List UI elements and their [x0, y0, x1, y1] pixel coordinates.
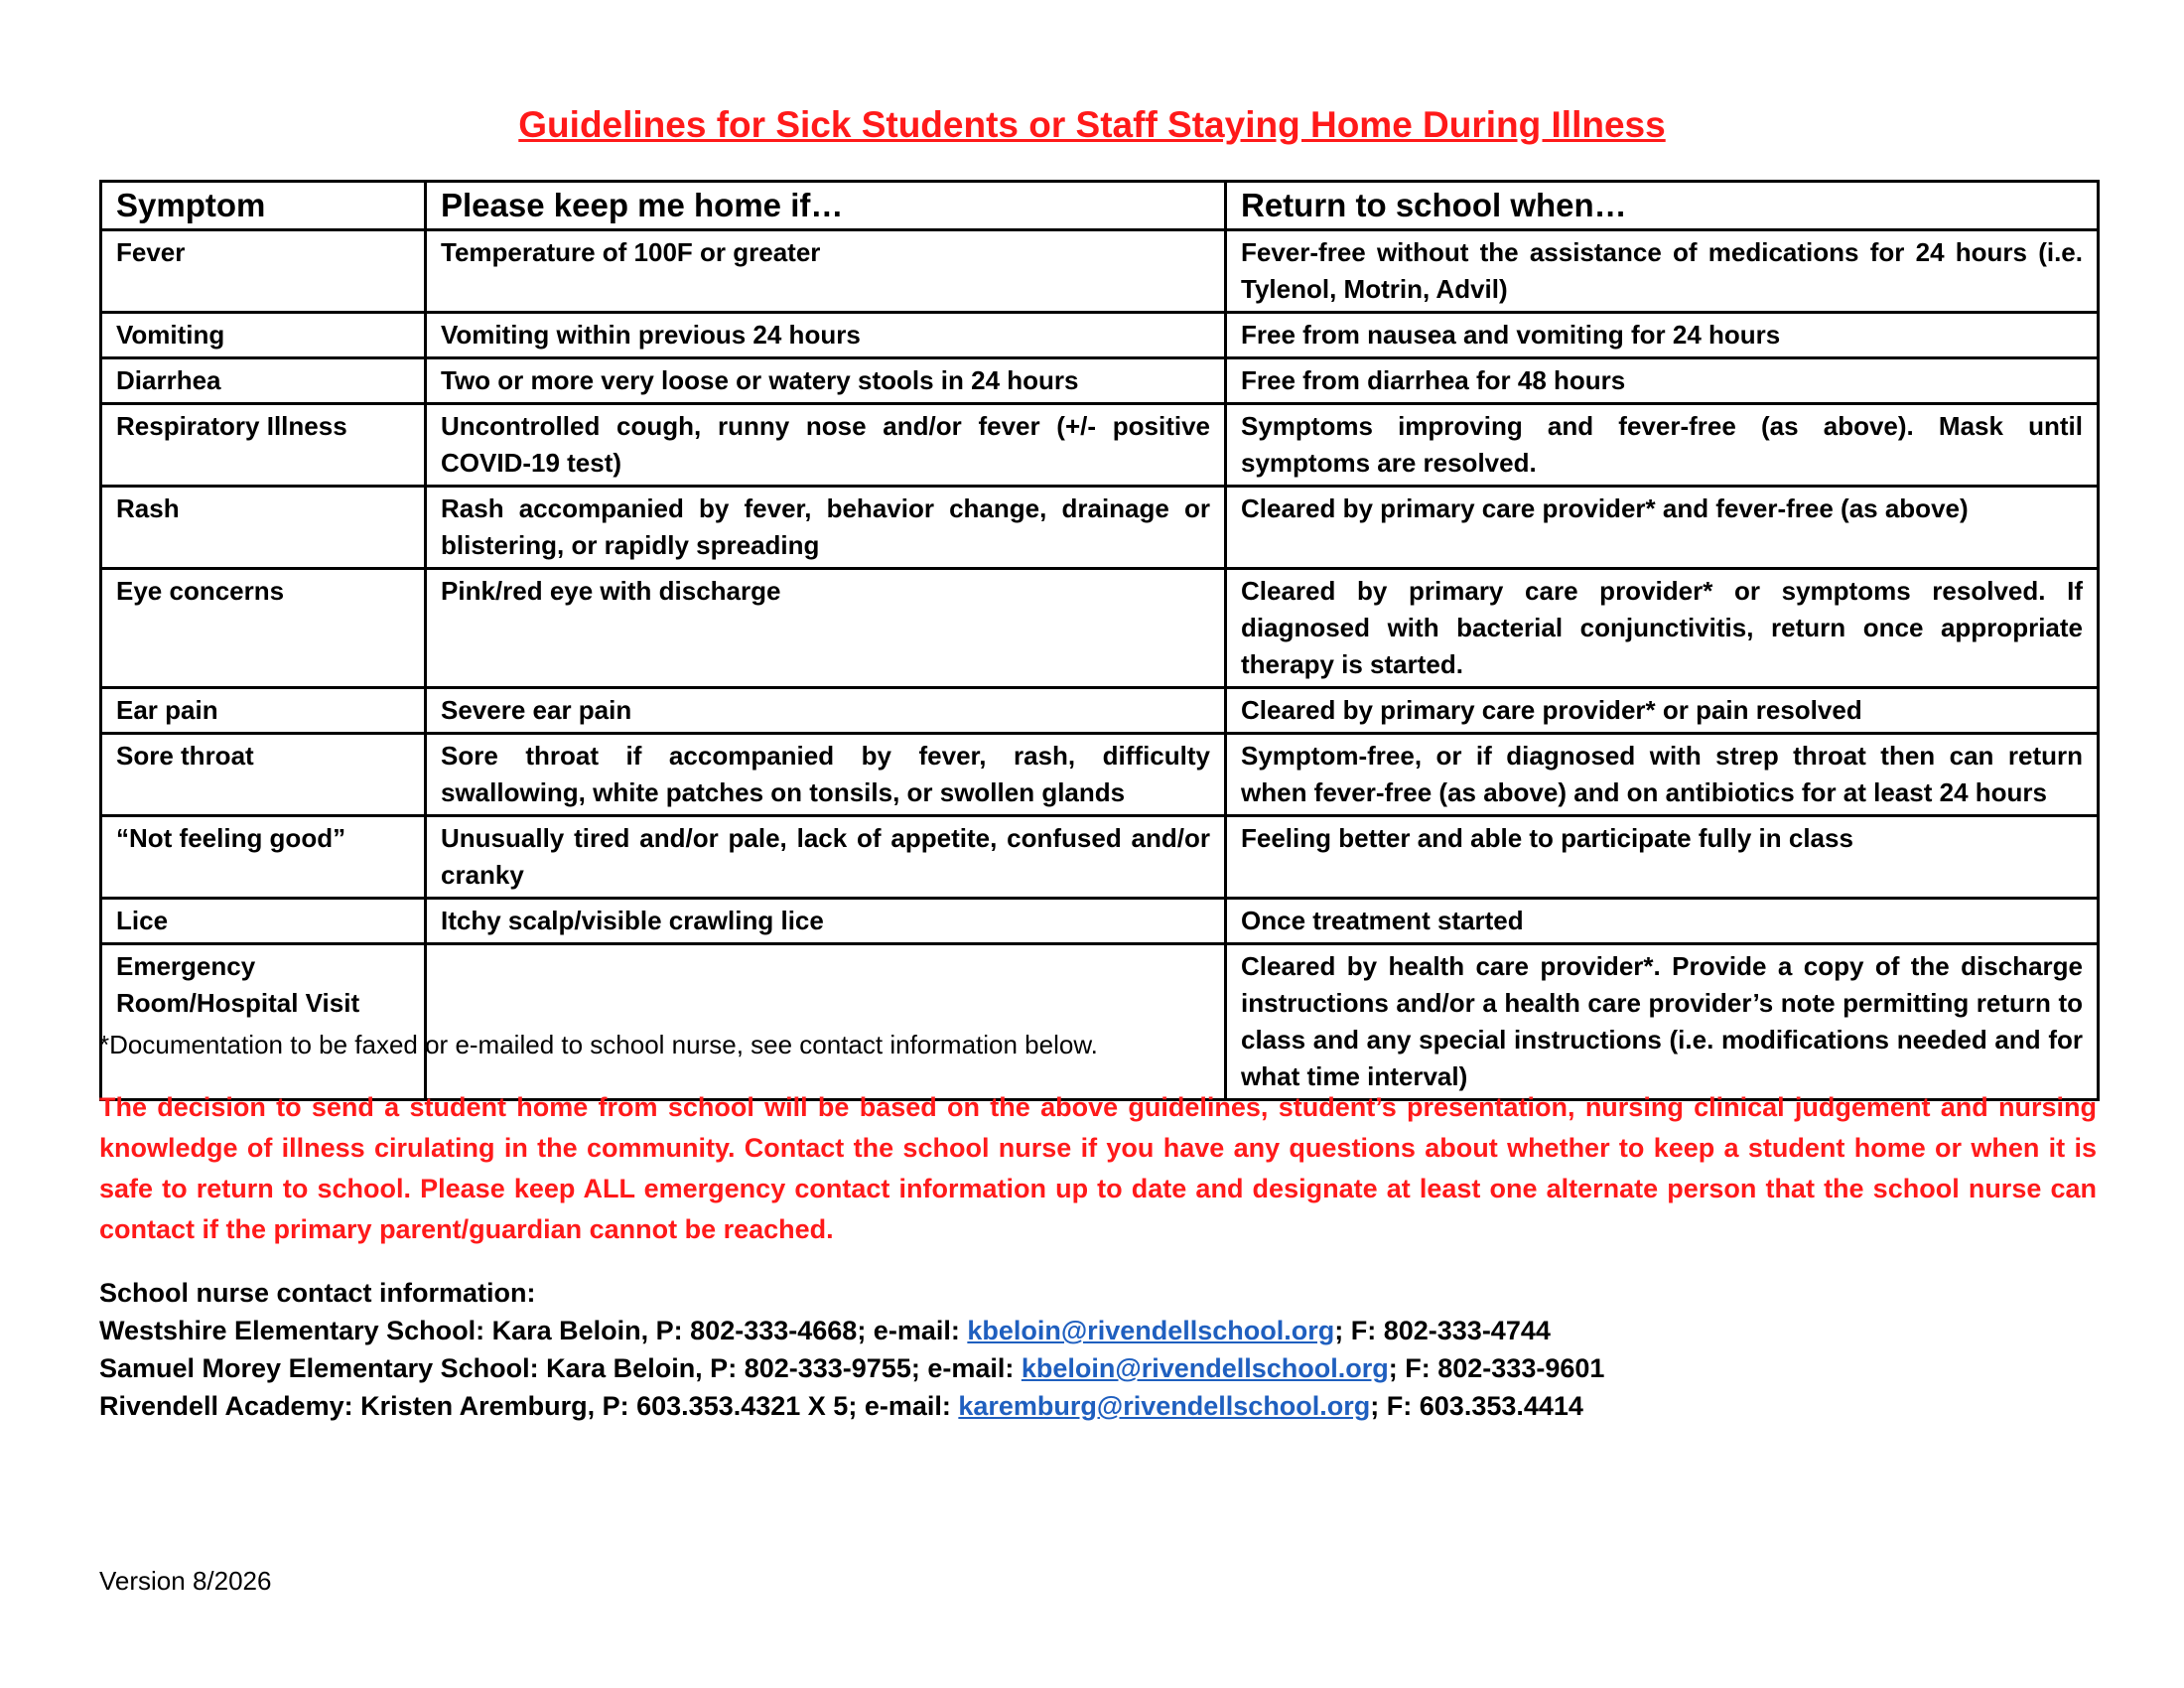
- keep-home-cell: Sore throat if accompanied by fever, rash, difficulty swallowing, white patches on tonsils, or swollen glands: [426, 734, 1226, 816]
- email-link[interactable]: kbeloin@rivendellschool.org: [967, 1316, 1335, 1345]
- symptom-cell: Ear pain: [101, 688, 426, 734]
- return-cell: Cleared by primary care provider* and fever-free (as above): [1226, 487, 2099, 569]
- return-cell: Cleared by primary care provider* or pain resolved: [1226, 688, 2099, 734]
- return-cell: Symptoms improving and fever-free (as above). Mask until symptoms are resolved.: [1226, 404, 2099, 487]
- email-link[interactable]: karemburg@rivendellschool.org: [958, 1391, 1371, 1421]
- return-cell: Once treatment started: [1226, 899, 2099, 944]
- symptom-cell: “Not feeling good”: [101, 816, 426, 899]
- header-keep-home: Please keep me home if…: [426, 182, 1226, 230]
- decision-notice: The decision to send a student home from school will be based on the above guidelines, student’s presentation, nursing clinical judgement and nursing knowledge of illness cirulating in the community. Contact the school nurse if you have any questions about whether to keep a student home or when it is safe to return to school. Please keep ALL emergency contact information up to date and designate at least one alternate person that the school nurse can contact if the primary parent/guardian cannot be reached.: [99, 1092, 2097, 1244]
- nurse-contact-section: [99, 1274, 1604, 1425]
- return-cell: Cleared by health care provider*. Provide a copy of the discharge instructions and/or a health care provider’s note permitting return to class and any special instructions (i.e. modifications needed and for what time interval): [1226, 944, 2099, 1100]
- keep-home-cell: Vomiting within previous 24 hours: [426, 313, 1226, 358]
- table-row: [101, 688, 2099, 734]
- keep-home-cell: Severe ear pain: [426, 688, 1226, 734]
- table-row: [101, 899, 2099, 944]
- return-cell: Cleared by primary care provider* or symptoms resolved. If diagnosed with bacterial conjunctivitis, return once appropriate therapy is started.: [1226, 569, 2099, 688]
- symptom-cell: Rash: [101, 487, 426, 569]
- contact-details: Westshire Elementary School: Kara Beloin, P: 802-333-4668; e-mail:: [99, 1316, 968, 1345]
- contact-fax: ; F: 802-333-9601: [1388, 1353, 1605, 1383]
- symptom-cell: Lice: [101, 899, 426, 944]
- header-return: Return to school when…: [1226, 182, 2099, 230]
- email-link[interactable]: kbeloin@rivendellschool.org: [1021, 1353, 1389, 1383]
- keep-home-cell: Itchy scalp/visible crawling lice: [426, 899, 1226, 944]
- keep-home-cell: Unusually tired and/or pale, lack of appetite, confused and/or cranky: [426, 816, 1226, 899]
- contact-line-rivendell: [99, 1387, 1604, 1425]
- symptom-cell: Sore throat: [101, 734, 426, 816]
- contact-details: Samuel Morey Elementary School: Kara Beloin, P: 802-333-9755; e-mail:: [99, 1353, 1022, 1383]
- contact-heading: School nurse contact information:: [99, 1278, 536, 1308]
- table-row: [101, 487, 2099, 569]
- return-cell: Symptom-free, or if diagnosed with strep throat then can return when fever-free (as above) and on antibiotics for at least 24 hours: [1226, 734, 2099, 816]
- contact-details: Rivendell Academy: Kristen Aremburg, P: 603.353.4321 X 5; e-mail:: [99, 1391, 959, 1421]
- keep-home-cell: Pink/red eye with discharge: [426, 569, 1226, 688]
- table-row: [101, 944, 2099, 1100]
- keep-home-cell: Rash accompanied by fever, behavior change, drainage or blistering, or rapidly spreading: [426, 487, 1226, 569]
- symptom-cell: Eye concerns: [101, 569, 426, 688]
- return-cell: Free from nausea and vomiting for 24 hours: [1226, 313, 2099, 358]
- contact-line-westshire: [99, 1312, 1604, 1349]
- return-cell: Fever-free without the assistance of medications for 24 hours (i.e. Tylenol, Motrin, Advil): [1226, 230, 2099, 313]
- return-cell: Feeling better and able to participate fully in class: [1226, 816, 2099, 899]
- guidelines-table: [99, 180, 2100, 1101]
- documentation-footnote: *Documentation to be faxed or e-mailed to school nurse, see contact information below.: [99, 1030, 1098, 1059]
- return-cell: Free from diarrhea for 48 hours: [1226, 358, 2099, 404]
- contact-line-samuel-morey: [99, 1349, 1604, 1387]
- keep-home-cell: Uncontrolled cough, runny nose and/or fever (+/- positive COVID-19 test): [426, 404, 1226, 487]
- table-row: [101, 404, 2099, 487]
- version-label: Version 8/2026: [99, 1566, 272, 1596]
- symptom-cell: Fever: [101, 230, 426, 313]
- header-symptom: Symptom: [101, 182, 426, 230]
- table-row: [101, 230, 2099, 313]
- symptom-cell: Vomiting: [101, 313, 426, 358]
- table-header-row: [101, 182, 2099, 230]
- page-title: Guidelines for Sick Students or Staff Staying Home During Illness: [518, 104, 1666, 145]
- contact-fax: ; F: 802-333-4744: [1334, 1316, 1551, 1345]
- symptom-cell: Emergency Room/Hospital Visit: [101, 944, 426, 1100]
- symptom-cell: Diarrhea: [101, 358, 426, 404]
- table-row: [101, 569, 2099, 688]
- table-row: [101, 358, 2099, 404]
- symptom-cell: Respiratory Illness: [101, 404, 426, 487]
- table-row: [101, 816, 2099, 899]
- table-row: [101, 734, 2099, 816]
- keep-home-cell: [426, 944, 1226, 1100]
- keep-home-cell: Temperature of 100F or greater: [426, 230, 1226, 313]
- keep-home-cell: Two or more very loose or watery stools in 24 hours: [426, 358, 1226, 404]
- contact-fax: ; F: 603.353.4414: [1370, 1391, 1583, 1421]
- table-row: [101, 313, 2099, 358]
